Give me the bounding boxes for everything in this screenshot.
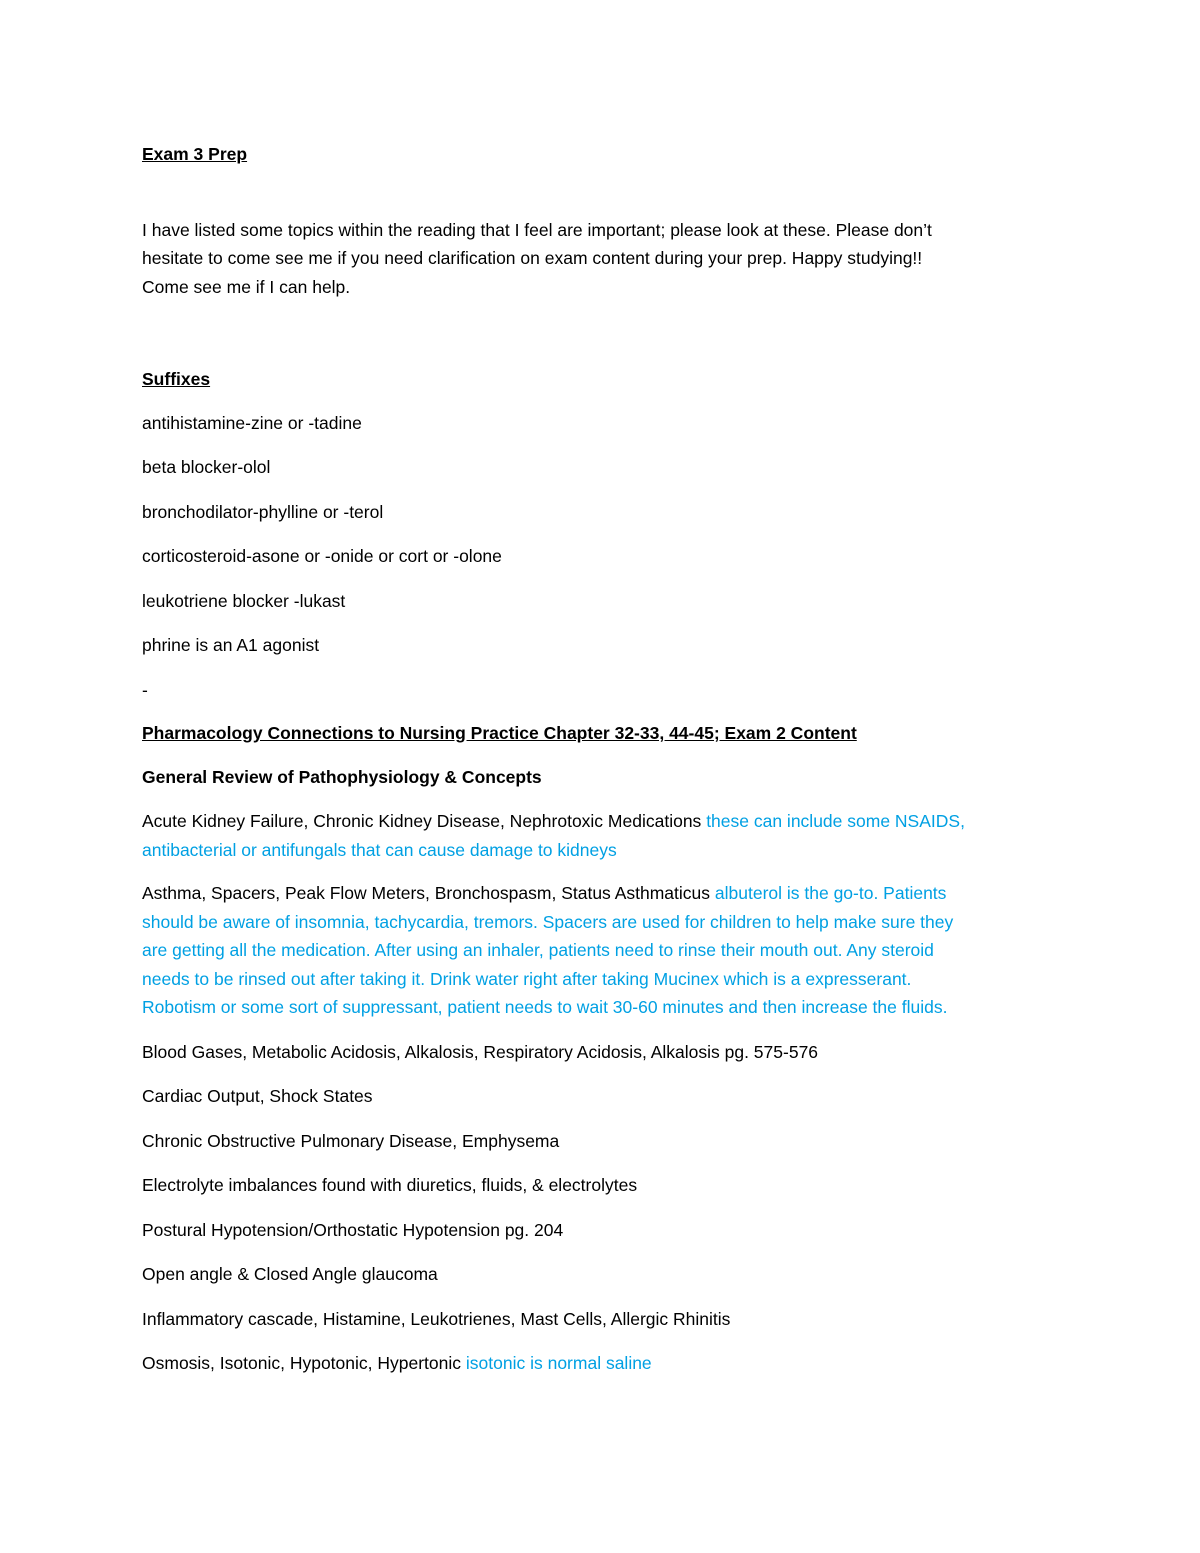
- topic-item: Chronic Obstructive Pulmonary Disease, Emphysema: [142, 1130, 560, 1151]
- suffix-item: antihistamine-zine or -tadine: [142, 412, 362, 433]
- suffix-item: leukotriene blocker -lukast: [142, 590, 346, 611]
- topic-note-line: are getting all the medication. After using an inhaler, patients need to rinse their mouth out. Any steroid: [142, 940, 934, 960]
- topic-item: Postural Hypotension/Orthostatic Hypotension pg. 204: [142, 1219, 564, 1240]
- separator-dash: -: [142, 679, 148, 700]
- suffix-item: beta blocker-olol: [142, 457, 271, 477]
- topic-item: Blood Gases, Metabolic Acidosis, Alkalosis, Respiratory Acidosis, Alkalosis pg. 575-576: [142, 1041, 819, 1062]
- topic-note-line: needs to be rinsed out after taking it. Drink water right after taking Mucinex which is a expresserant.: [142, 968, 912, 989]
- suffix-item: phrine is an A1 agonist: [142, 635, 320, 655]
- topic-note-line: should be aware of insomnia, tachycardia, tremors. Spacers are used for children to help make sure they: [142, 911, 954, 932]
- topic-item: Inflammatory cascade, Histamine, Leukotrienes, Mast Cells, Allergic Rhinitis: [142, 1308, 731, 1329]
- review-heading: General Review of Pathophysiology & Concepts: [142, 766, 542, 787]
- topic-text: Asthma, Spacers, Peak Flow Meters, Bronchospasm, Status Asthmaticus: [142, 883, 711, 903]
- topic-note-line: antibacterial or antifungals that can cause damage to kidneys: [142, 839, 617, 860]
- suffix-item: corticosteroid-asone or -onide or cort or -olone: [142, 546, 502, 566]
- topic-text: Acute Kidney Failure, Chronic Kidney Disease, Nephrotoxic Medications: [142, 811, 702, 831]
- topic-item: Cardiac Output, Shock States: [142, 1086, 373, 1106]
- topic-item: [142, 879, 1082, 908]
- intro-line: I have listed some topics within the reading that I feel are important; please look at these. Please don’t: [142, 219, 932, 240]
- topic-note: isotonic is normal saline: [465, 1353, 652, 1373]
- chapter-heading: Pharmacology Connections to Nursing Practice Chapter 32-33, 44-45; Exam 2 Content: [142, 723, 857, 743]
- topic-note: these can include some NSAIDS,: [706, 811, 965, 831]
- document-title: Exam 3 Prep: [142, 144, 248, 164]
- document-page: [142, 140, 1082, 1378]
- topic-text: Osmosis, Isotonic, Hypotonic, Hypertonic: [142, 1353, 462, 1373]
- suffixes-heading: Suffixes: [142, 369, 211, 389]
- topic-note-line: Robotism or some sort of suppressant, patient needs to wait 30-60 minutes and then increase the fluids.: [142, 997, 948, 1017]
- suffix-item: bronchodilator-phylline or -terol: [142, 501, 384, 522]
- intro-line: Come see me if I can help.: [142, 276, 351, 297]
- topic-item: [142, 807, 1082, 836]
- topic-item: Electrolyte imbalances found with diuretics, fluids, & electrolytes: [142, 1175, 638, 1195]
- topic-note: albuterol is the go-to. Patients: [714, 883, 947, 903]
- intro-line: hesitate to come see me if you need clarification on exam content during your prep. Happy studying!!: [142, 248, 923, 268]
- topic-item: [142, 1349, 1082, 1378]
- topic-item: Open angle & Closed Angle glaucoma: [142, 1264, 438, 1284]
